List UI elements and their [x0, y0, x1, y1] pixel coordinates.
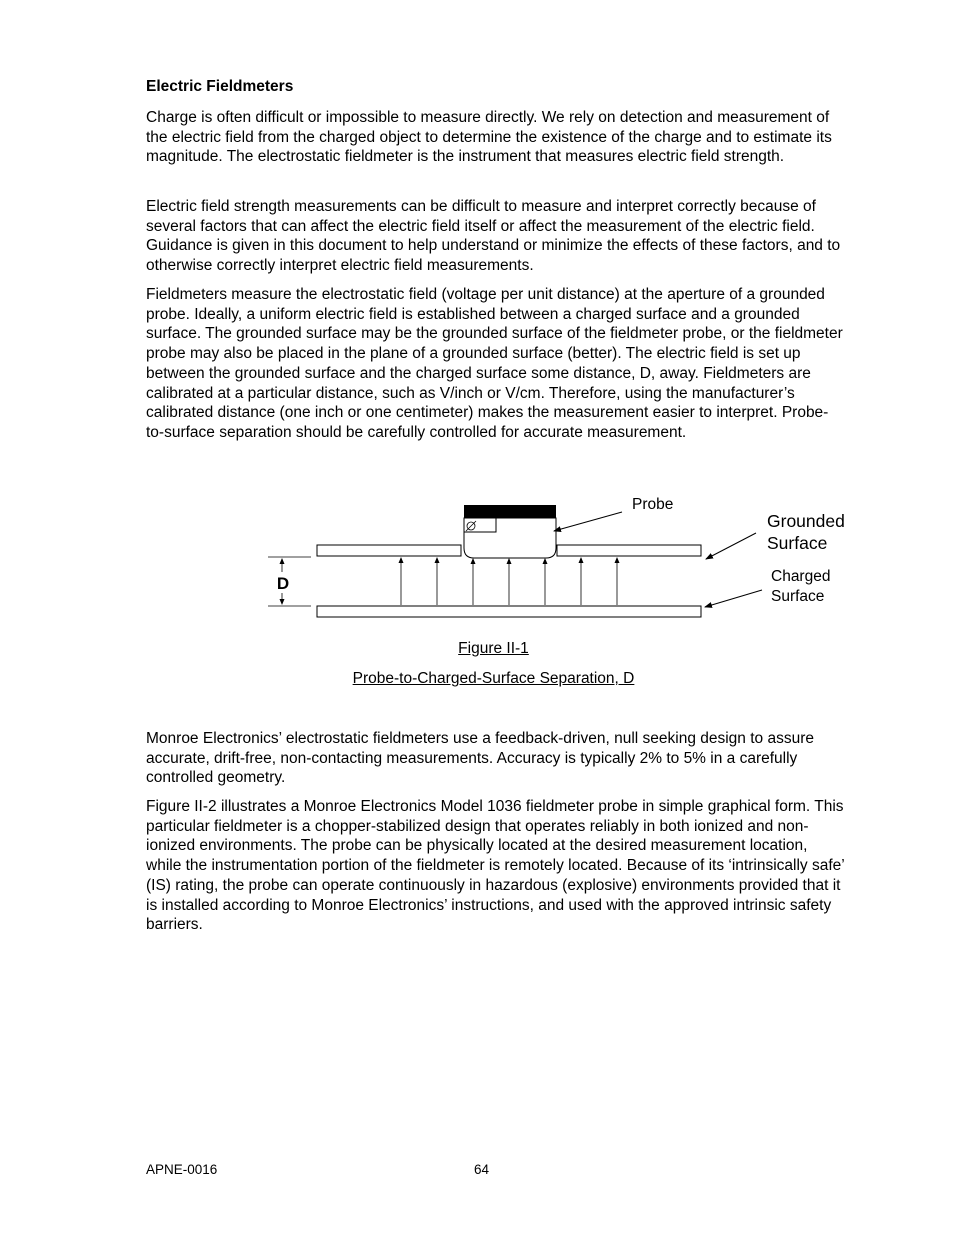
distance-dimension [268, 557, 311, 606]
grounded-plate-right [557, 545, 701, 556]
charged-leader-line [705, 590, 762, 607]
probe-top-bar [464, 505, 556, 518]
probe-label: Probe [632, 496, 674, 513]
paragraph-measurement: Fieldmeters measure the electrostatic field (voltage per unit distance) at the aperture of a grounded probe. Ideally, a uniform electric field is established between a charged surface and a grounded surface. The grounded surface may be the grounded surface of the fieldmeter probe, or the fieldmeter probe may also be placed in the plane of a grounded surface (better). The electric field is set up between the grounded surface and the charged surface some distance, D, away. Fieldmeters are calibrated at a particular distance, such as V/inch or V/cm. Therefore, using the manufacturer’s calibrated distance (one inch or one centimeter) makes the measurement easier to interpret. Probe-to-surface separation should be carefully controlled for accurate measurement. [146, 286, 843, 441]
grounded-surface-label-line2: Surface [767, 533, 828, 553]
figure-caption-title: Probe-to-Charged-Surface Separation, D [352, 670, 635, 687]
paragraph-intro: Charge is often difficult or impossible to measure directly. We rely on detection and measurement of the electric field from the charged object to determine the existence of the charge and to estimate its magnitude. The electrostatic fieldmeter is the instrument that measures electric field strength. [146, 109, 832, 166]
probe-leader-line [554, 512, 622, 531]
charged-surface-label-line1: Charged [771, 568, 831, 585]
grounded-leader-line [706, 533, 756, 559]
grounded-plate-left [317, 545, 461, 556]
footer-document-id: APNE-0016 [146, 1162, 218, 1177]
charged-plate [317, 606, 701, 617]
paragraph-accuracy: Monroe Electronics’ electrostatic fieldmeters use a feedback-driven, null seeking design to assure accurate, drift-free, non-contacting measurements. Accuracy is typically 2% to 5% in a carefully controlled geometry. [146, 730, 814, 787]
footer-page-number: 64 [474, 1162, 490, 1177]
figure-caption-number: Figure II-1 [458, 640, 529, 657]
paragraph-factors: Electric field strength measurements can be difficult to measure and interpret correctly because of several factors that can affect the electric field itself or affect the measurement of the electric field. Guidance is given in this document to help understand or minimize the effects of these factors, and to otherwise correctly interpret electric field measurements. [146, 198, 841, 275]
probe-connector [464, 518, 496, 532]
paragraph-model-1036: Figure II-2 illustrates a Monroe Electronics Model 1036 fieldmeter probe in simple graphical form. This particular fieldmeter is a chopper-stabilized design that operates reliably in both ionized and non-ionized environments. The probe can be physically located at the desired measurement location, while the instrumentation portion of the fieldmeter is remotely located. Because of its ‘intrinsically safe’ (IS) rating, the probe can operate continuously in hazardous (explosive) environments provided that it is installed according to Monroe Electronics’ instructions, and used with the approved intrinsic safety barriers. [146, 798, 845, 934]
distance-label: D [276, 574, 290, 593]
grounded-surface-label-line1: Grounded [767, 511, 845, 531]
field-lines [401, 558, 617, 605]
section-heading: Electric Fieldmeters [146, 78, 294, 95]
figure-probe-separation-diagram [0, 490, 954, 630]
charged-surface-label-line2: Surface [771, 588, 825, 605]
